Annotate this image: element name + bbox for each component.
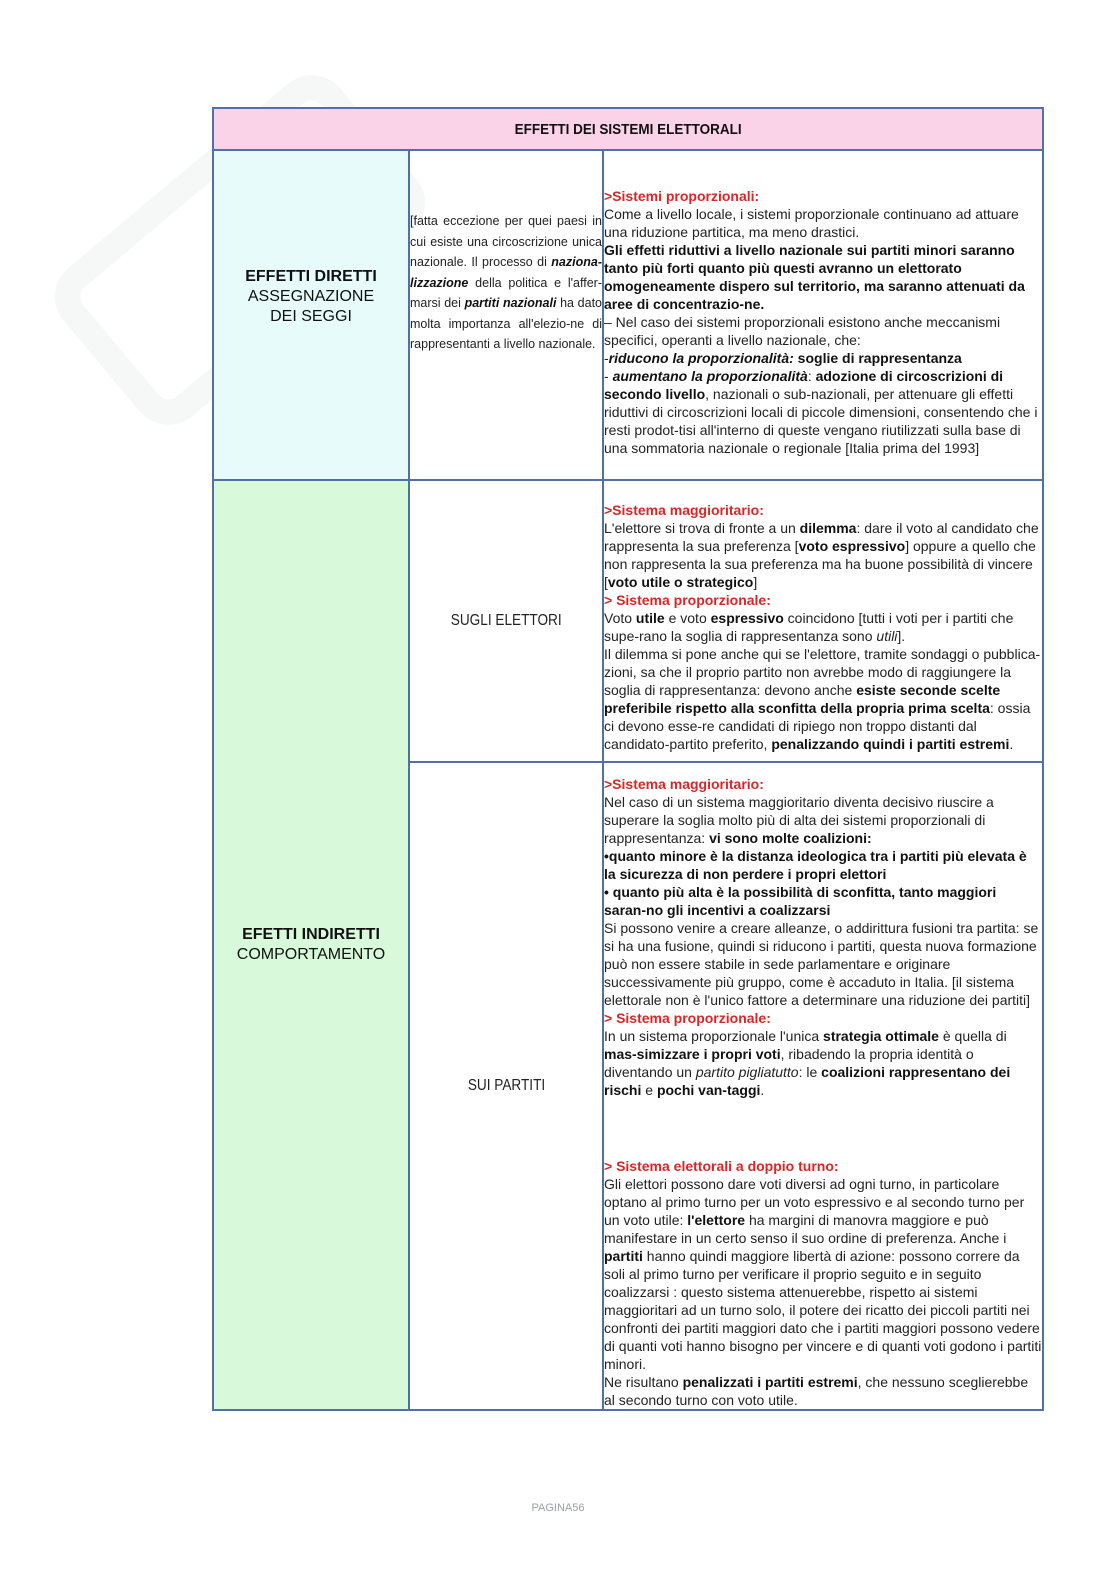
label-diretti-line2: ASSEGNAZIONE bbox=[247, 288, 375, 305]
elettori-content: >Sistema maggioritario: L'elettore si trova di fronte a un dilemma: dare il voto al candidato che rappresenta la sua preferenza [voto espressivo] oppure a quello che non rappresenta la sua preferenza ma ha buone possibilità di vincere [voto utile o strategico] > Sistema proporzionale: Voto utile e voto espressivo coincidono [tutti i voti per i partiti che supe-rano la soglia di rappresentanza sono utili]. Il dilemma si pone anche qui se l'elettore, tramite sondaggi o pubblica-zioni, sa che il proprio partito non avrebbe modo di raggiungere la soglia di rappresentanza: devono anche esiste seconde scelte preferibile rispetto alla sconfitta della propria prima scelta: ossia ci devono esse-re candidati di ripiego non troppo distanti dal candidato-partito preferito, penalizzando quindi i partiti estremi. bbox=[603, 480, 1043, 762]
row-label-diretti bbox=[213, 150, 409, 480]
row-label-indiretti bbox=[213, 480, 409, 1410]
diretti-content: >Sistemi proporzionali: Come a livello locale, i sistemi proporzionale continuano ad attuare una riduzione partitica, ma meno drastici. Gli effetti riduttivi a livello nazionale sui partiti minori saranno tanto più forti quanto più questi avranno un elettorato omogeneamente dispero sul territorio, ma saranno attenuati da aree di concentrazio-ne. – Nel caso dei sistemi proporzionali esistono anche meccanismi specifici, operanti a livello nazionale, che: -riducono la proporzionalità: soglie di rappresentanza - aumentano la proporzionalità: adozione di circoscrizioni di secondo livello, nazionali o sub-nazionali, per attenuare gli effetti riduttivi di circoscrizioni locali di piccole dimensioni, consentendo che i resti prodot-tisi all'interno di queste vengano riutilizzati sulla base di una sommatoria nazionale o regionale [Italia prima del 1993] bbox=[603, 150, 1043, 480]
heading-proporzionali: >Sistemi proporzionali: bbox=[604, 188, 760, 204]
label-indiretti-title: EFETTI INDIRETTI bbox=[242, 926, 380, 943]
label-sui-partiti: SUI PARTITI bbox=[409, 762, 603, 1410]
label-indiretti-line2: COMPORTAMENTO bbox=[236, 946, 386, 963]
effects-table bbox=[212, 107, 1044, 1411]
table-title: EFFETTI DEI SISTEMI ELETTORALI bbox=[213, 108, 1043, 150]
label-diretti-line3: DEI SEGGI bbox=[270, 308, 352, 325]
partiti-content: >Sistema maggioritario: Nel caso di un sistema maggioritario diventa decisivo riuscire a superare la soglia molto più di alta dei sistemi proporzionali di rappresentanza: vi sono molte coalizioni: •quanto minore è la distanza ideologica tra i partiti più elevata è la sicurezza di non perdere i propri elettori • quanto più alta è la possibilità di sconfitta, tanto maggiori saran-no gli incentivi a coalizzarsi Si possono venire a creare alleanze, o addirittura fusioni tra partita: se si ha una fusione, quindi si riducono i partiti, questa nuova formazione può non essere stabile in sede parlamentare e originare successivamente più gruppo, come è accaduto in Italia. [il sistema elettorale non è l'unico fattore a determinare una riduzione dei partiti] > Sistema proporzionale: In un sistema proporzionale l'unica strategia ottimale è quella di mas-simizzare i propri voti, ribadendo la propria identità o diventando un partito pigliatutto: le coalizioni rappresentano dei rischi e pochi van-taggi. > Sistema elettorali a doppio turno: Gli elettori possono dare voti diversi ad ogni turno, in particolare optano al primo turno per un voto espressivo e al secondo turno per un voto utile: l'elettore ha margini di manovra maggiore e può manifestare in un certo senso il suo ordine di preferenza. Anche i partiti hanno quindi maggiore libertà di azione: possono correre da soli al primo turno per verificare il proprio seguito e in seguito coalizzarsi : questo sistema attenuerebbe, rispetto ai sistemi maggioritari ad un turno solo, il potere dei ricatto dei piccoli partiti nei confronti dei partiti maggiori dato che i partiti maggiori possono vedere di quanti voti hanno bisogno per vincere e di quanti voti godono i partiti minori. Ne risultano penalizzati i partiti estremi, che nessuno sceglierebbe al secondo turno con voto utile. bbox=[603, 762, 1043, 1410]
diretti-note: [fatta eccezione per quei paesi in cui esiste una circoscrizione unica nazionale. Il processo di naziona-lizzazione della politica e l'affer-marsi dei partiti nazionali ha dato molta importanza all'elezio-ne di rappresentanti a livello nazionale. bbox=[409, 150, 603, 480]
label-diretti-title: EFFETTI DIRETTI bbox=[245, 268, 377, 285]
page-number: PAGINA56 bbox=[531, 1502, 585, 1514]
label-sugli-elettori: SUGLI ELETTORI bbox=[409, 480, 603, 762]
